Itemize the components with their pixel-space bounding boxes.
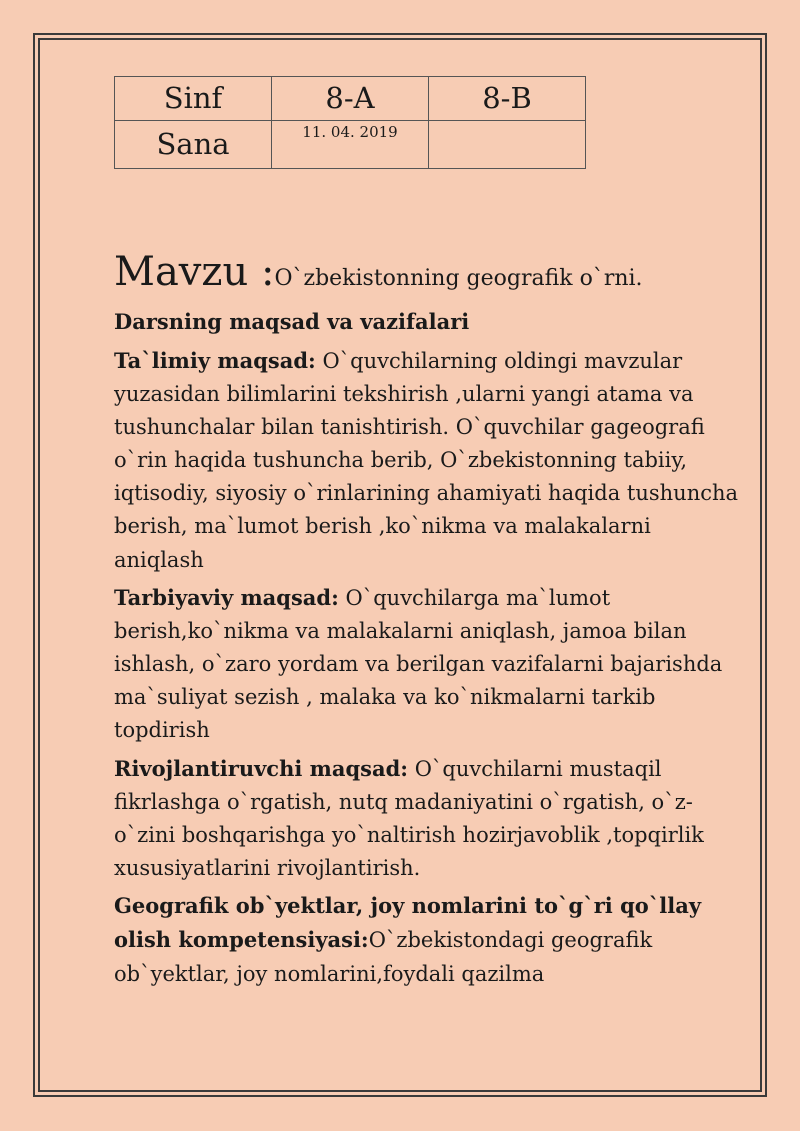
goals-heading: Darsning maqsad va vazifalari — [114, 309, 470, 334]
table-cell-class-label: Sinf — [115, 77, 272, 121]
section-text: O`quvchilarning oldingi mavzular yuzasidan bilimlarini tekshirish ,ularni yangi atama va tushunchalar bilan tanishtirish. O`quvchilar gageografi o`rin haqida tushuncha berib, O`zbekistonning tabiiy, iqtisodiy, siyosiy o`rinlarining ahamiyati haqida tushuncha berish, ma`lumot berish ,ko`nikma va malakalarni aniqlash — [114, 348, 739, 572]
lesson-topic — [114, 250, 739, 294]
section-label: Geografik ob`yektlar, joy nomlarini to`g`ri qo`llay olish kompetensiyasi: — [114, 893, 702, 953]
table-cell-class-8a: 8-A — [272, 77, 429, 121]
topic-text: O`zbekistonning geografik o`rni. — [274, 266, 643, 291]
table-row — [115, 77, 586, 121]
class-date-table — [114, 76, 586, 169]
section-label: Ta`limiy maqsad: — [114, 347, 316, 373]
section-text: O`quvchilarni mustaqil fikrlashga o`rgatish, nutq madaniyatini o`rgatish, o`z-o`zini boshqarishga yo`naltirish hozirjavoblik ,topqirlik xususiyatlarini rivojlantirish. — [114, 756, 704, 881]
developmental-goal — [114, 752, 739, 886]
section-text: O`zbekistondagi geografik ob`yektlar, joy nomlarini,foydali qazilma — [114, 928, 653, 986]
section-label: Tarbiyaviy maqsad: — [114, 584, 339, 610]
section-label: Rivojlantiruvchi maqsad: — [114, 755, 409, 781]
table-cell-date-8b — [429, 121, 586, 169]
upbringing-goal — [114, 581, 739, 748]
educational-goal — [114, 344, 739, 577]
topic-label: Mavzu : — [114, 249, 275, 295]
lesson-content — [114, 250, 739, 995]
table-cell-date-8a: 11. 04. 2019 — [272, 121, 429, 169]
table-row — [115, 121, 586, 169]
table-cell-class-8b: 8-B — [429, 77, 586, 121]
section-text: O`quvchilarga ma`lumot berish,ko`nikma va malakalarni aniqlash, jamoa bilan ishlash, o`zaro yordam va berilgan vazifalarni bajarishda ma`suliyat sezish , malaka va ko`nikmalarni tarkib topdirish — [114, 585, 723, 743]
competency-goal — [114, 889, 739, 991]
table-cell-date-label: Sana — [115, 121, 272, 169]
